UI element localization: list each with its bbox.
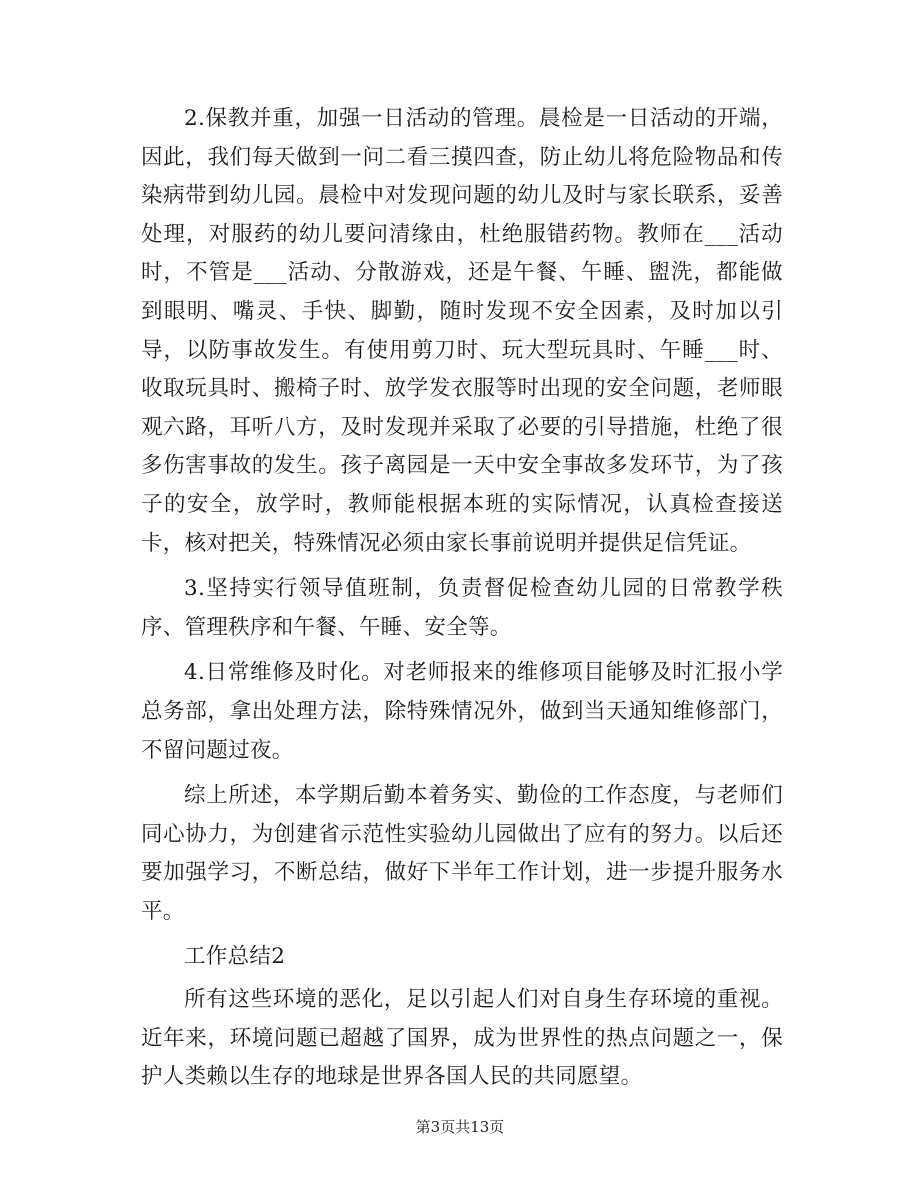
paragraph-summary: 综上所述，本学期后勤本着务实、勤俭的工作态度，与老师们同心协力，为创建省示范性实验幼儿园做出了应有的努力。以后还要加强学习，不断总结，做好下半年工作计划，进一步提升服务水平。 bbox=[141, 783, 783, 924]
section-heading: 工作总结2 bbox=[184, 944, 286, 970]
paragraph-childcare-management: 2.保教并重，加强一日活动的管理。晨检是一日活动的开端，因此，我们每天做到一问二看三摸四查，防止幼儿将危险物品和传染病带到幼儿园。晨检中对发现问题的幼儿及时与家长联系，妥善处理，对服药的幼儿要问清缘由，杜绝服错药物。教师在___活动时，不管是___活动、分散游戏，还是午餐、午睡、盥洗，都能做到眼明、嘴灵、手快、脚勤，随时发现不安全因素，及时加以引导，以防事故发生。有使用剪刀时、玩大型玩具时、午睡___时、收取玩具时、搬椅子时、放学发衣服等时出现的安全问题，老师眼观六路，耳听八方，及时发现并采取了必要的引导措施，杜绝了很多伤害事故的发生。孩子离园是一天中安全事故多发环节，为了孩子的安全，放学时，教师能根据本班的实际情况，认真检查接送卡，核对把关，特殊情况必须由家长事前说明并提供足信凭证。 bbox=[141, 106, 783, 556]
document-body bbox=[141, 100, 783, 1104]
paragraph-maintenance: 4.日常维修及时化。对老师报来的维修项目能够及时汇报小学总务部，拿出处理方法，除特殊情况外，做到当天通知维修部门，不留问题过夜。 bbox=[141, 660, 783, 763]
paragraph-environment: 所有这些环境的恶化，足以引起人们对自身生存环境的重视。近年来，环境问题已超越了国界，成为世界性的热点问题之一，保护人类赖以生存的地球是世界各国人民的共同愿望。 bbox=[141, 987, 783, 1090]
paragraph-leadership-duty: 3.坚持实行领导值班制，负责督促检查幼儿园的日常教学秩序、管理秩序和午餐、午睡、安全等。 bbox=[141, 576, 783, 640]
page-number-footer: 第3页共13页 bbox=[415, 1118, 505, 1136]
